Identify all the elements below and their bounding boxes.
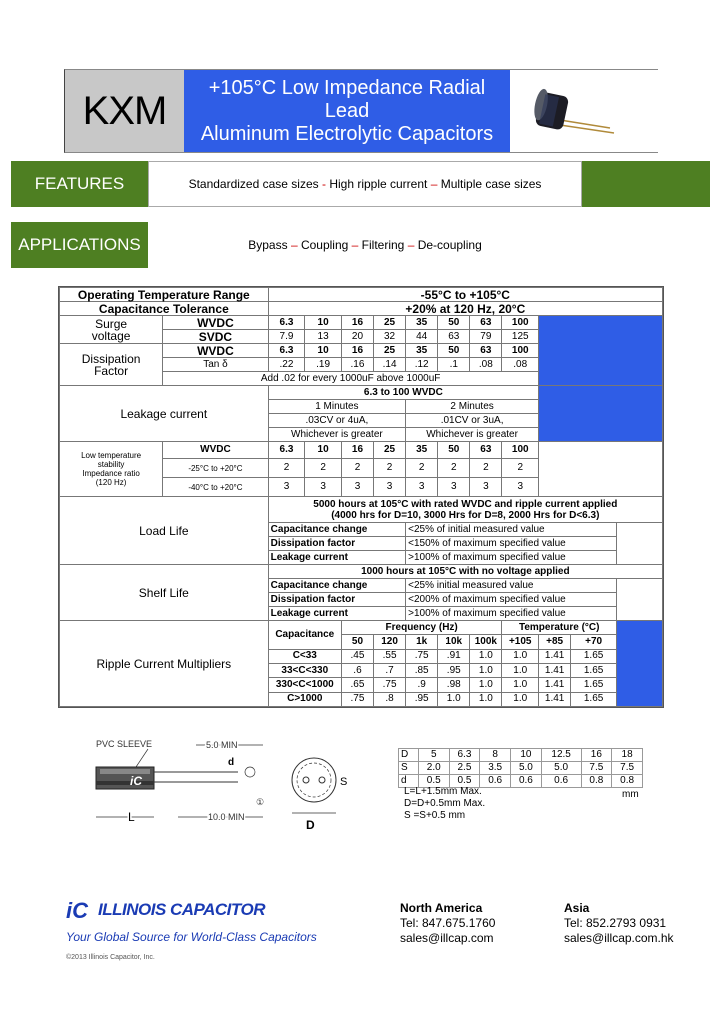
dims-key: D bbox=[399, 749, 419, 762]
wv-cell: 16 bbox=[341, 344, 373, 358]
S-label: S bbox=[340, 776, 348, 788]
dims-cell: 2.0 bbox=[418, 762, 449, 775]
dims-cell: 7.5 bbox=[581, 762, 612, 775]
lt-cell: 2 bbox=[470, 459, 502, 478]
freq-col: 1k bbox=[406, 635, 438, 649]
dissipation-label bbox=[60, 344, 163, 386]
temp-col: +85 bbox=[539, 635, 571, 649]
tan-cell: .19 bbox=[305, 358, 342, 372]
lt-cell: 3 bbox=[502, 478, 539, 497]
lt-wvdc-label: WVDC bbox=[163, 442, 268, 459]
application-item: Coupling bbox=[300, 238, 349, 252]
tan-cell: .14 bbox=[374, 358, 406, 372]
lt-cell: 3 bbox=[341, 478, 373, 497]
load-head-1: 5000 hours at 105°C with rated WVDC and ripple current applied bbox=[313, 498, 618, 510]
tan-note: Add .02 for every 1000uF above 1000uF bbox=[163, 372, 539, 386]
dims-row bbox=[399, 749, 643, 762]
leak-col1: 1 Minutes bbox=[268, 400, 405, 414]
dims-cell: 12.5 bbox=[541, 749, 581, 762]
ripple-cap-head: Capacitance bbox=[268, 621, 341, 650]
ripple-cell: 1.65 bbox=[571, 649, 617, 663]
capacitor-image bbox=[510, 70, 658, 152]
freq-col: 50 bbox=[341, 635, 373, 649]
lt-row1-label: -25°C to +20°C bbox=[163, 459, 268, 478]
ripple-cell: .95 bbox=[406, 692, 438, 706]
dims-cell: 0.5 bbox=[449, 775, 480, 788]
wv-cell: 35 bbox=[406, 316, 438, 330]
lt-cell: 3 bbox=[374, 478, 406, 497]
load-empty bbox=[617, 523, 663, 565]
surge-label bbox=[60, 316, 163, 344]
shelf-val: <25% initial measured value bbox=[406, 579, 617, 593]
lt-cell: 3 bbox=[305, 478, 342, 497]
wv-cell: 100 bbox=[502, 316, 539, 330]
lt-cell: 2 bbox=[305, 459, 342, 478]
dims-cell: 0.8 bbox=[612, 775, 643, 788]
dims-cell: 0.6 bbox=[480, 775, 511, 788]
dimension-drawing bbox=[88, 735, 378, 835]
asia-tel: Tel: 852.2793 0931 bbox=[564, 916, 667, 930]
dims-cell: 0.6 bbox=[511, 775, 542, 788]
lt-label-3: Impedance ratio bbox=[82, 469, 140, 478]
lt-label-1: Low temperature bbox=[81, 451, 142, 460]
dims-cell: 5.0 bbox=[511, 762, 542, 775]
dims-row bbox=[399, 762, 643, 775]
load-head-2: (4000 hrs for D=10, 3000 Hrs for D=8, 2000 Hrs for D<6.3) bbox=[331, 509, 600, 521]
feature-item: Standardized case sizes bbox=[188, 177, 319, 191]
dims-cell: 0.5 bbox=[418, 775, 449, 788]
ripple-cell: 1.0 bbox=[502, 678, 539, 692]
sleeve-label: PVC SLEEVE bbox=[96, 739, 153, 749]
tan-cell: .16 bbox=[341, 358, 373, 372]
temp-col: +105 bbox=[502, 635, 539, 649]
temp-col: +70 bbox=[571, 635, 617, 649]
wv-cell: 35 bbox=[406, 344, 438, 358]
freq-col: 120 bbox=[374, 635, 406, 649]
ripple-cell: 1.0 bbox=[470, 663, 502, 677]
sv-cell: 13 bbox=[305, 330, 342, 344]
ripple-cell: .8 bbox=[374, 692, 406, 706]
dimension-notes bbox=[404, 786, 485, 822]
ripple-cell: 1.65 bbox=[571, 663, 617, 677]
ripple-cell: .9 bbox=[406, 678, 438, 692]
ripple-cell: .98 bbox=[438, 678, 470, 692]
features-label: FEATURES bbox=[11, 161, 148, 207]
svg-text:iC: iC bbox=[66, 898, 88, 922]
application-item: De-coupling bbox=[417, 238, 482, 252]
sv-cell: 7.9 bbox=[268, 330, 305, 344]
lt-cell: 2 bbox=[406, 459, 438, 478]
ic-mark-icon: iC bbox=[130, 774, 142, 788]
dims-cell: 16 bbox=[581, 749, 612, 762]
wvdc-label: WVDC bbox=[163, 344, 268, 358]
cap-tol-value: +20% at 120 Hz, 20°C bbox=[268, 302, 662, 316]
lt-wv-cell: 16 bbox=[341, 442, 373, 459]
wv-cell: 50 bbox=[438, 344, 470, 358]
asia-heading: Asia bbox=[564, 901, 590, 915]
load-key: Capacitance change bbox=[268, 523, 405, 537]
dims-cell: 8 bbox=[480, 749, 511, 762]
dims-cell: 2.5 bbox=[449, 762, 480, 775]
blue-block bbox=[539, 316, 663, 386]
lt-cell: 3 bbox=[268, 478, 305, 497]
separator: – bbox=[287, 238, 301, 252]
lt-wv-cell: 35 bbox=[406, 442, 438, 459]
product-title bbox=[184, 70, 510, 152]
blue-block bbox=[539, 386, 663, 442]
features-text bbox=[148, 161, 582, 207]
freq-col: 10k bbox=[438, 635, 470, 649]
ripple-cell: .55 bbox=[374, 649, 406, 663]
lt-cell: 2 bbox=[502, 459, 539, 478]
lt-cell: 2 bbox=[268, 459, 305, 478]
shelf-key: Leakage current bbox=[268, 607, 405, 621]
ripple-cell: .75 bbox=[374, 678, 406, 692]
sv-cell: 125 bbox=[502, 330, 539, 344]
application-item: Bypass bbox=[248, 238, 288, 252]
wv-cell: 25 bbox=[374, 344, 406, 358]
D-label: D bbox=[306, 818, 315, 832]
ripple-freq-head: Frequency (Hz) bbox=[341, 621, 501, 635]
feature-item: High ripple current bbox=[329, 177, 428, 191]
freq-col: 100k bbox=[470, 635, 502, 649]
company-logo bbox=[66, 898, 265, 922]
lt-label-4: (120 Hz) bbox=[95, 478, 127, 487]
ic-logo-icon bbox=[66, 898, 94, 922]
polarity-icon: ① bbox=[256, 797, 265, 807]
ripple-cell: 1.0 bbox=[502, 692, 539, 706]
leak-range: 6.3 to 100 WVDC bbox=[268, 386, 538, 400]
dims-cell: 0.6 bbox=[541, 775, 581, 788]
lt-cell: 2 bbox=[374, 459, 406, 478]
lt-row2-label: -40°C to +20°C bbox=[163, 478, 268, 497]
low-temp-label bbox=[60, 442, 163, 497]
wv-cell: 16 bbox=[341, 316, 373, 330]
leak-v2b: Whichever is greater bbox=[406, 428, 539, 442]
lt-cell: 3 bbox=[470, 478, 502, 497]
lt-cell: 2 bbox=[341, 459, 373, 478]
min1-label: 5.0 MIN bbox=[206, 740, 238, 750]
surge-label-2: voltage bbox=[91, 328, 131, 343]
dims-cell: 7.5 bbox=[612, 762, 643, 775]
tan-cell: .12 bbox=[406, 358, 438, 372]
asia-email[interactable]: sales@illcap.com.hk bbox=[564, 931, 674, 945]
dims-cell: 5.0 bbox=[541, 762, 581, 775]
leak-v2a: .01CV or 3uA, bbox=[406, 414, 539, 428]
ripple-cell: .45 bbox=[341, 649, 373, 663]
unit-label: mm bbox=[622, 789, 639, 800]
contact-asia bbox=[564, 901, 674, 946]
lt-wv-cell: 25 bbox=[374, 442, 406, 459]
shelf-life-label: Shelf Life bbox=[60, 565, 269, 621]
ripple-cap: 330<C<1000 bbox=[268, 678, 341, 692]
ripple-cell: 1.0 bbox=[470, 692, 502, 706]
ripple-cell: .75 bbox=[406, 649, 438, 663]
dims-cell: 18 bbox=[612, 749, 643, 762]
ripple-cap: 33<C<330 bbox=[268, 663, 341, 677]
ripple-cap: C>1000 bbox=[268, 692, 341, 706]
wv-cell: 10 bbox=[305, 316, 342, 330]
lt-wv-cell: 6.3 bbox=[268, 442, 305, 459]
min2-label: 10.0 MIN bbox=[208, 812, 245, 822]
applications-text bbox=[148, 222, 582, 268]
feature-item: Multiple case sizes bbox=[440, 177, 542, 191]
ripple-cell: .75 bbox=[341, 692, 373, 706]
leak-v1b: Whichever is greater bbox=[268, 428, 405, 442]
ripple-cell: 1.41 bbox=[539, 692, 571, 706]
tan-cell: .08 bbox=[502, 358, 539, 372]
wvdc-label: WVDC bbox=[163, 316, 268, 330]
shelf-key: Dissipation factor bbox=[268, 593, 405, 607]
ripple-cell: 1.65 bbox=[571, 692, 617, 706]
ripple-cell: .65 bbox=[341, 678, 373, 692]
dims-cell: 0.8 bbox=[581, 775, 612, 788]
ripple-label: Ripple Current Multipliers bbox=[60, 621, 269, 707]
dims-cell: 6.3 bbox=[449, 749, 480, 762]
dimension-table bbox=[398, 748, 643, 788]
load-life-head bbox=[268, 497, 662, 523]
svdc-label: SVDC bbox=[163, 330, 268, 344]
dims-cell: 3.5 bbox=[480, 762, 511, 775]
copyright: ©2013 Illinois Capacitor, Inc. bbox=[66, 954, 155, 961]
applications-label: APPLICATIONS bbox=[11, 222, 148, 268]
application-item: Filtering bbox=[361, 238, 405, 252]
lt-wv-cell: 63 bbox=[470, 442, 502, 459]
lt-wv-cell: 50 bbox=[438, 442, 470, 459]
ripple-cell: 1.41 bbox=[539, 649, 571, 663]
tan-cell: .1 bbox=[438, 358, 470, 372]
op-temp-value: -55°C to +105°C bbox=[268, 288, 662, 302]
sv-cell: 79 bbox=[470, 330, 502, 344]
tan-cell: .08 bbox=[470, 358, 502, 372]
tan-label: Tan δ bbox=[163, 358, 268, 372]
shelf-life-head: 1000 hours at 105°C with no voltage applied bbox=[268, 565, 662, 579]
load-val: <25% of initial measured value bbox=[406, 523, 617, 537]
shelf-empty bbox=[617, 579, 663, 621]
lt-wv-cell: 10 bbox=[305, 442, 342, 459]
wv-cell: 6.3 bbox=[268, 344, 305, 358]
dims-cell: 10 bbox=[511, 749, 542, 762]
dims-cell: 5 bbox=[418, 749, 449, 762]
wv-cell: 63 bbox=[470, 316, 502, 330]
note-3: S =S+0.5 mm bbox=[404, 810, 466, 821]
shelf-val: >100% of maximum specified value bbox=[406, 607, 617, 621]
ripple-cell: 1.0 bbox=[502, 663, 539, 677]
lt-empty bbox=[539, 442, 663, 497]
sv-cell: 20 bbox=[341, 330, 373, 344]
ripple-cell: .95 bbox=[438, 663, 470, 677]
ripple-cell: 1.0 bbox=[470, 649, 502, 663]
na-tel: Tel: 847.675.1760 bbox=[400, 916, 496, 930]
dims-key: d bbox=[399, 775, 419, 788]
blue-block bbox=[617, 621, 663, 707]
ripple-cell: .91 bbox=[438, 649, 470, 663]
slogan: Your Global Source for World-Class Capacitors bbox=[66, 930, 317, 944]
load-life-label: Load Life bbox=[60, 497, 269, 565]
lt-cell: 3 bbox=[406, 478, 438, 497]
separator: – bbox=[427, 177, 441, 191]
lt-cell: 2 bbox=[438, 459, 470, 478]
separator: – bbox=[348, 238, 362, 252]
load-key: Leakage current bbox=[268, 551, 405, 565]
specifications-table bbox=[58, 286, 664, 708]
title-line2: Aluminum Electrolytic Capacitors bbox=[200, 122, 494, 145]
ripple-temp-head: Temperature (°C) bbox=[502, 621, 617, 635]
dims-key: S bbox=[399, 762, 419, 775]
contact-north-america bbox=[400, 901, 495, 946]
wv-cell: 25 bbox=[374, 316, 406, 330]
ripple-cell: 1.65 bbox=[571, 678, 617, 692]
ripple-cell: 1.41 bbox=[539, 663, 571, 677]
L-label: L bbox=[128, 810, 135, 824]
tan-cell: .22 bbox=[268, 358, 305, 372]
ripple-cell: 1.0 bbox=[470, 678, 502, 692]
load-val: <150% of maximum specified value bbox=[406, 537, 617, 551]
na-email[interactable]: sales@illcap.com bbox=[400, 931, 494, 945]
applications-banner bbox=[11, 222, 710, 268]
diss-label-2: Factor bbox=[94, 363, 129, 378]
lt-label-2: stability bbox=[97, 460, 125, 469]
sv-cell: 32 bbox=[374, 330, 406, 344]
d-label: d bbox=[228, 757, 235, 768]
cap-tol-label: Capacitance Tolerance bbox=[60, 302, 269, 316]
wv-cell: 50 bbox=[438, 316, 470, 330]
brand-name: ILLINOIS CAPACITOR bbox=[98, 900, 265, 919]
ripple-cell: .7 bbox=[374, 663, 406, 677]
sv-cell: 63 bbox=[438, 330, 470, 344]
features-end-block bbox=[582, 161, 710, 207]
note-2: D=D+0.5mm Max. bbox=[404, 798, 486, 809]
ripple-cap: C<33 bbox=[268, 649, 341, 663]
diss-label-1: Dissipation bbox=[81, 351, 141, 366]
note-1: L=L+1.5mm Max. bbox=[404, 786, 482, 797]
wv-cell: 100 bbox=[502, 344, 539, 358]
lt-cell: 3 bbox=[438, 478, 470, 497]
shelf-val: <200% of maximum specified value bbox=[406, 593, 617, 607]
ripple-cell: .6 bbox=[341, 663, 373, 677]
load-key: Dissipation factor bbox=[268, 537, 405, 551]
leakage-label: Leakage current bbox=[60, 386, 269, 442]
series-code: KXM bbox=[65, 70, 184, 152]
ripple-cell: 1.0 bbox=[502, 649, 539, 663]
separator: - bbox=[318, 177, 330, 191]
shelf-key: Capacitance change bbox=[268, 579, 405, 593]
ripple-cell: 1.0 bbox=[438, 692, 470, 706]
ripple-cell: .85 bbox=[406, 663, 438, 677]
title-line1: +105°C Low Impedance Radial Lead bbox=[208, 76, 486, 122]
ripple-cell: 1.41 bbox=[539, 678, 571, 692]
surge-label-1: Surge bbox=[95, 316, 128, 331]
separator: – bbox=[404, 238, 418, 252]
leak-v1a: .03CV or 4uA, bbox=[268, 414, 405, 428]
features-banner bbox=[11, 161, 710, 207]
op-temp-label: Operating Temperature Range bbox=[60, 288, 269, 302]
leak-col2: 2 Minutes bbox=[406, 400, 539, 414]
na-heading: North America bbox=[400, 901, 483, 915]
sv-cell: 44 bbox=[406, 330, 438, 344]
lt-wv-cell: 100 bbox=[502, 442, 539, 459]
header bbox=[64, 69, 658, 153]
wv-cell: 63 bbox=[470, 344, 502, 358]
load-val: >100% of maximum specified value bbox=[406, 551, 617, 565]
wv-cell: 6.3 bbox=[268, 316, 305, 330]
wv-cell: 10 bbox=[305, 344, 342, 358]
